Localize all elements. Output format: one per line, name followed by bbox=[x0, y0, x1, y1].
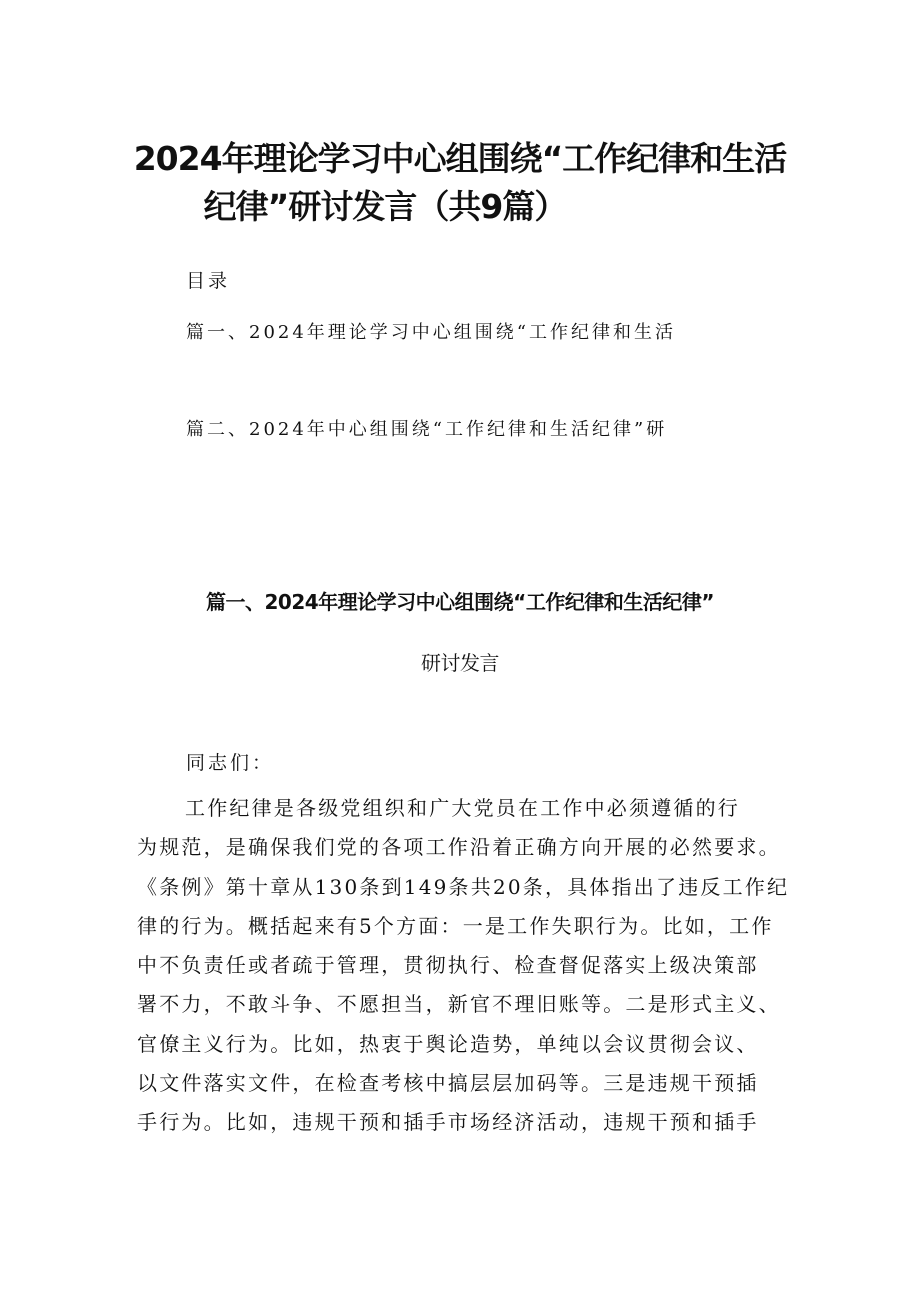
body-line: 《条例》第十章从130条到149条共20条，具体指出了违反工作纪 bbox=[137, 874, 790, 899]
salutation: 同志们： bbox=[186, 752, 275, 774]
toc-heading: 目录 bbox=[186, 270, 231, 292]
toc-entry-2[interactable]: 篇二、2024年中心组围绕“工作纪律和生活纪律”研 bbox=[186, 419, 668, 440]
document-title-line-1: 2024年理论学习中心组围绕“工作纪律和生活 bbox=[133, 139, 787, 178]
section-title-line-1: 篇一、2024年理论学习中心组围绕“工作纪律和生活纪律” bbox=[206, 590, 714, 614]
body-line: 署不力，不敢斗争、不愿担当，新官不理旧账等。二是形式主义、 bbox=[137, 992, 781, 1017]
body-line: 中不负责任或者疏于管理，贯彻执行、检查督促落实上级决策部 bbox=[137, 953, 759, 978]
body-line: 为规范，是确保我们党的各项工作沿着正确方向开展的必然要求。 bbox=[137, 835, 781, 860]
body-paragraph bbox=[137, 789, 797, 1143]
section-title-line-2: 研讨发言 bbox=[421, 651, 499, 675]
body-line: 律的行为。概括起来有5个方面：一是工作失职行为。比如，工作 bbox=[137, 913, 774, 938]
toc-entry-1[interactable]: 篇一、2024年理论学习中心组围绕“工作纪律和生活 bbox=[186, 322, 677, 343]
document-title-line-2: 纪律”研讨发言（共9篇） bbox=[203, 187, 567, 226]
document-title bbox=[0, 135, 920, 231]
body-line: 以文件落实文件，在检查考核中搞层层加码等。三是违规干预插 bbox=[137, 1071, 759, 1096]
body-line: 官僚主义行为。比如，热衷于舆论造势，单纯以会议贯彻会议、 bbox=[137, 1031, 759, 1056]
body-line: 工作纪律是各级党组织和广大党员在工作中必须遵循的行 bbox=[185, 796, 740, 820]
body-line: 手行为。比如，违规干预和插手市场经济活动，违规干预和插手 bbox=[137, 1110, 759, 1135]
